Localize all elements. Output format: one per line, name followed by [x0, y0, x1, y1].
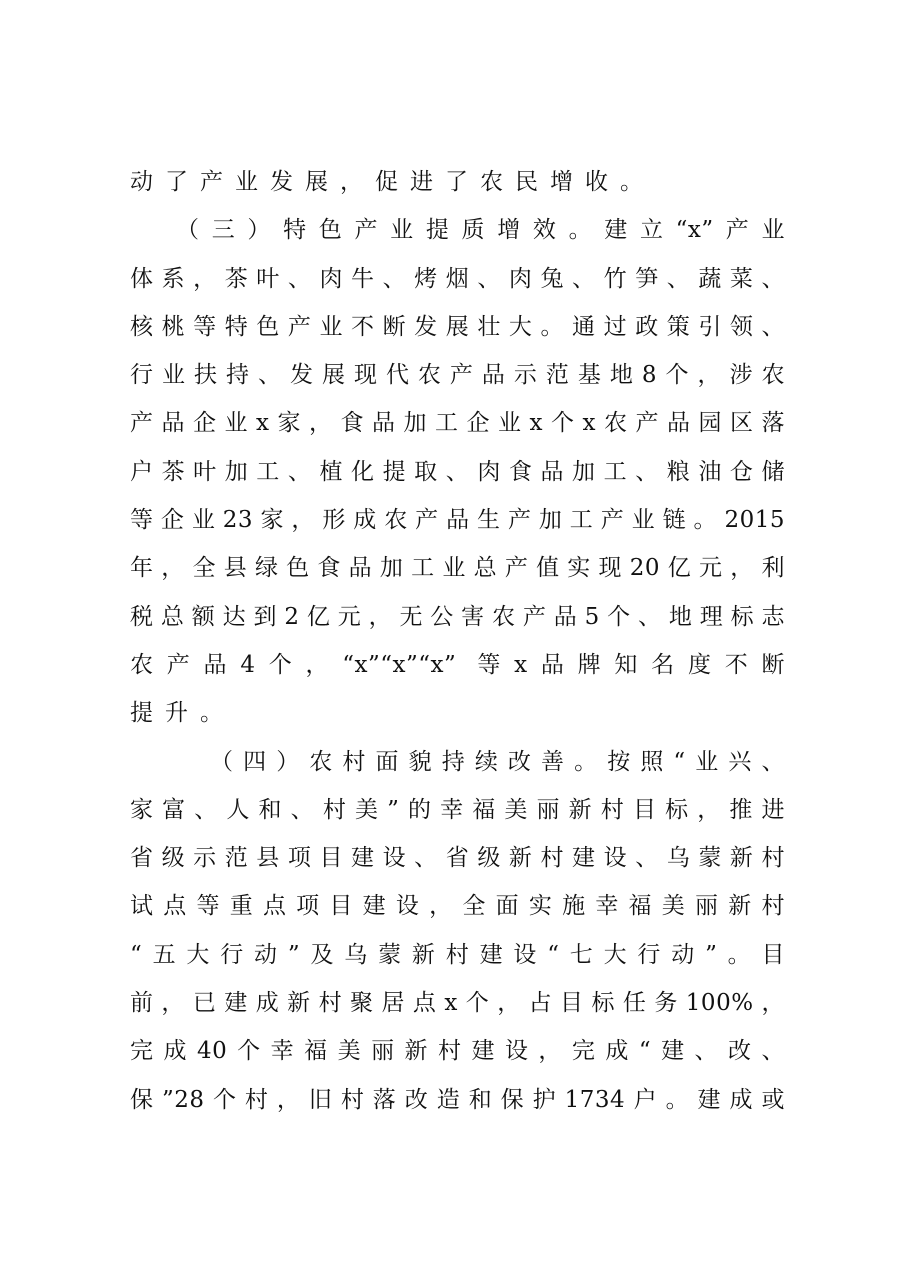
body-text [130, 158, 785, 1124]
text-line: 前，已建成新村聚居点x个，占目标任务100%， [130, 990, 785, 1017]
text-line: 提升。 [130, 700, 235, 727]
text-line: 等企业23家，形成农产品生产加工产业链。2015 [130, 507, 785, 534]
text-line: 产品企业x家，食品加工企业x个x农产品园区落 [130, 410, 785, 437]
paragraph-start-line: （四）农村面貌持续改善。按照“业兴、 [210, 748, 785, 775]
text-line: 完成40个幸福美丽新村建设，完成“建、改、 [130, 1038, 785, 1065]
text-line: 试点等重点项目建设，全面实施幸福美丽新村 [130, 893, 785, 920]
text-line: 保”28个村，旧村落改造和保护1734户。建成或 [130, 1086, 785, 1113]
text-line: 年，全县绿色食品加工业总产值实现20亿元，利 [130, 555, 785, 582]
text-line: 体系，茶叶、肉牛、烤烟、肉兔、竹笋、蔬菜、 [130, 265, 785, 292]
text-line: 行业扶持、发展现代农产品示范基地8个，涉农 [130, 362, 785, 389]
text-line: 家富、人和、村美”的幸福美丽新村目标，推进 [130, 796, 785, 823]
paragraph-start-line: （三）特色产业提质增效。建立“x”产业 [176, 217, 785, 244]
text-line: “五大行动”及乌蒙新村建设“七大行动”。目 [130, 941, 785, 968]
text-line: 税总额达到2亿元，无公害农产品5个、地理标志 [130, 603, 785, 630]
text-line: 农产品4个，“x”“x”“x” 等x品牌知名度不断 [130, 651, 785, 678]
text-line: 省级示范县项目建设、省级新村建设、乌蒙新村 [130, 845, 785, 872]
text-line: 户茶叶加工、植化提取、肉食品加工、粮油仓储 [130, 458, 785, 485]
text-line: 核桃等特色产业不断发展壮大。通过政策引领、 [130, 313, 785, 340]
text-line: 动了产业发展，促进了农民增收。 [130, 169, 655, 195]
